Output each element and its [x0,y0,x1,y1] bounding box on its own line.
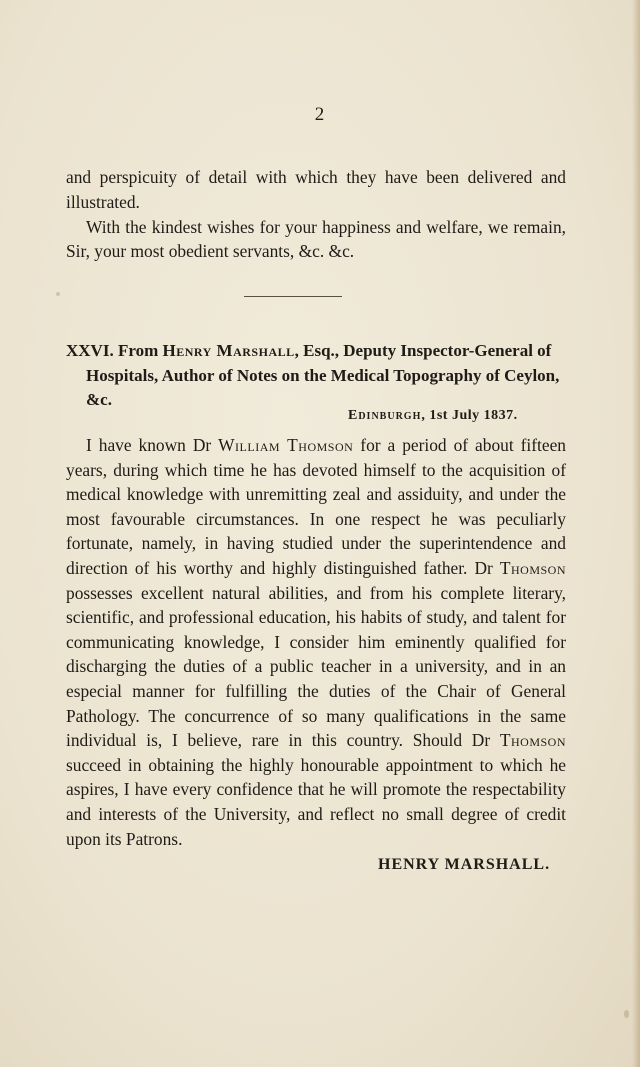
letter-author-name: Henry Marshall [162,341,295,360]
body-text: for a period of about fifteen years, during which time he has devoted himself to the acquisition of medical knowledge with unremitting zeal and assiduity, and under the most favourable circumstances. In one respect he was peculiarly fortunate, namely, in having studied under the superintendence and direction of his worthy and highly distinguished father. Dr [66,435,566,578]
letter-place: Edinburgh [348,408,422,423]
page-edge-shadow [632,0,640,1067]
intro-section [66,165,566,264]
person-name: Thomson [499,557,566,578]
letter-heading [66,339,586,413]
letter-date: , 1st July 1837. [421,408,518,423]
intro-continuation: and perspicuity of detail with which they have been delivered and illustrated. [66,167,566,212]
body-text: I have known Dr [86,435,219,455]
letter-author-details: , Esq., Deputy Inspector-General of Hospitals, Author of Notes on the Medical Topography of Ceylon, &c. [86,341,560,409]
person-name: William Thomson [218,435,354,455]
intro-closing: With the kindest wishes for your happiness and welfare, we remain, Sir, your most obedient servants, &c. &c. [66,216,566,262]
body-text: possesses excellent natural abilities, and from his complete literary, scientific, and professional education, his habits of study, and talent for communicating knowledge, I consider him eminently qualified for discharging the duties of a public teacher in a university, and in an especial manner for fulfilling the duties of the Chair of General Pathology. The concurrence of so many qualifications in the same individual is, I believe, rare in this country. Should Dr [66,582,566,751]
person-name: Thomson [499,730,566,751]
page-number: 2 [314,104,326,125]
body-text: succeed in obtaining the highly honourable appointment to which he aspires, I have every confidence that he will promote the respectability and interests of the University, and reflect no small degree of credit upon its Patrons. [66,754,566,849]
section-divider [244,296,342,297]
letter-from-word: From [117,341,159,360]
foxing-spot [624,1010,629,1018]
foxing-spot [56,292,60,296]
letter-number: XXVI. [66,341,114,360]
letter-dateline [348,408,578,424]
letter-signature: HENRY MARSHALL. [378,856,551,873]
letter-body [66,433,566,851]
